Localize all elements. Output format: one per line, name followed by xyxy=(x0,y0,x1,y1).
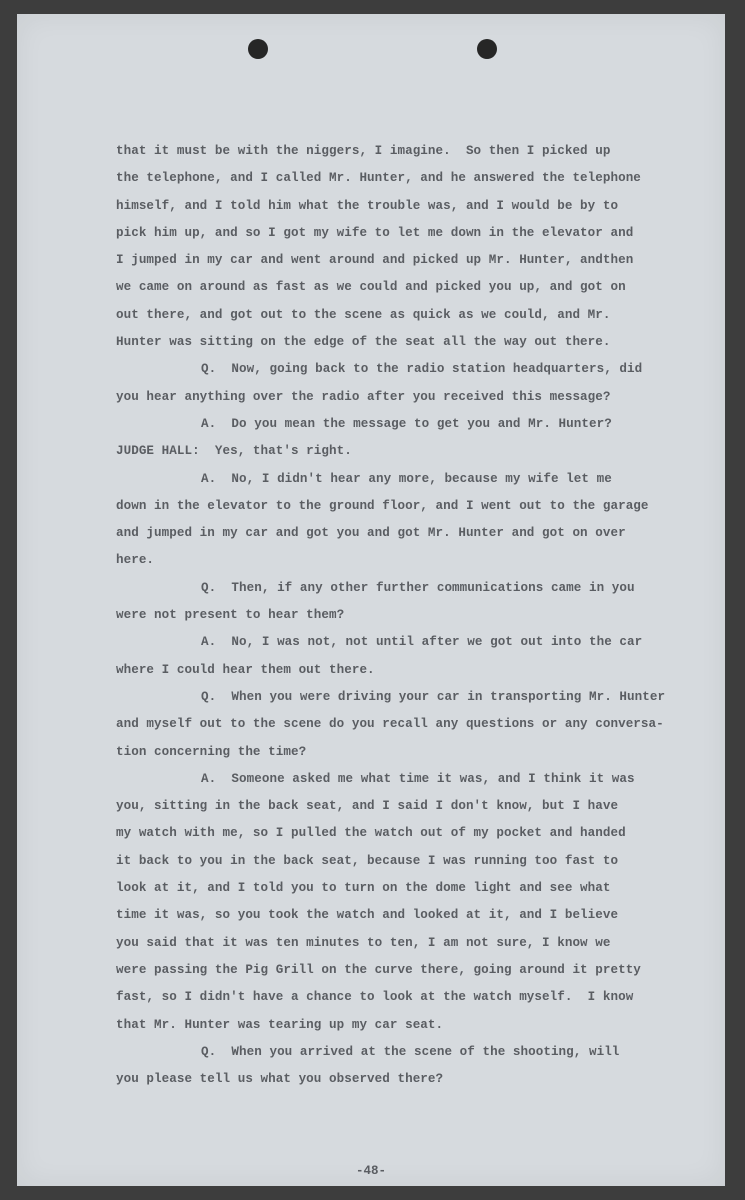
transcript-line: tion concerning the time? xyxy=(116,744,307,759)
transcript-line: the telephone, and I called Mr. Hunter, and he answered the telephone xyxy=(116,171,641,186)
transcript-line: Q. Then, if any other further communications came in you xyxy=(201,580,635,595)
transcript-line: himself, and I told him what the trouble was, and I would be by to xyxy=(116,198,619,213)
transcript-line: A. No, I was not, not until after we got out into the car xyxy=(201,635,643,650)
transcript-line: and myself out to the scene do you recall any questions or any conversa- xyxy=(116,717,664,732)
transcript-line: look at it, and I told you to turn on the dome light and see what xyxy=(116,881,611,896)
transcript-line: down in the elevator to the ground floor, and I went out to the garage xyxy=(116,498,649,513)
transcript-line: I jumped in my car and went around and picked up Mr. Hunter, andthen xyxy=(116,253,634,268)
transcript-line: JUDGE HALL: Yes, that's right. xyxy=(116,444,352,459)
transcript-line: that Mr. Hunter was tearing up my car seat. xyxy=(116,1017,444,1032)
transcript-line: were not present to hear them? xyxy=(116,608,345,623)
transcript-line: fast, so I didn't have a chance to look at the watch myself. I know xyxy=(116,990,634,1005)
transcript-line: out there, and got out to the scene as quick as we could, and Mr. xyxy=(116,307,611,322)
transcript-line: you said that it was ten minutes to ten, I am not sure, I know we xyxy=(116,935,611,950)
punch-hole-right xyxy=(477,39,497,59)
document-page xyxy=(17,14,725,1186)
transcript-body xyxy=(116,138,716,1093)
transcript-line: were passing the Pig Grill on the curve there, going around it pretty xyxy=(116,962,641,977)
transcript-line: it back to you in the back seat, because I was running too fast to xyxy=(116,853,619,868)
punch-hole-left xyxy=(248,39,268,59)
transcript-line: that it must be with the niggers, I imagine. So then I picked up xyxy=(116,144,611,158)
transcript-line: Q. When you arrived at the scene of the shooting, will xyxy=(201,1044,620,1059)
transcript-line: Q. Now, going back to the radio station headquarters, did xyxy=(201,362,643,377)
transcript-line: you, sitting in the back seat, and I said I don't know, but I have xyxy=(116,799,619,814)
transcript-line: here. xyxy=(116,553,155,568)
transcript-line: time it was, so you took the watch and looked at it, and I believe xyxy=(116,908,619,923)
transcript-line: pick him up, and so I got my wife to let me down in the elevator and xyxy=(116,225,634,240)
transcript-line: you hear anything over the radio after you received this message? xyxy=(116,389,611,404)
transcript-line: where I could hear them out there. xyxy=(116,662,375,677)
transcript-line: A. Do you mean the message to get you and Mr. Hunter? xyxy=(201,416,612,431)
transcript-line: my watch with me, so I pulled the watch out of my pocket and handed xyxy=(116,826,626,841)
transcript-line: and jumped in my car and got you and got Mr. Hunter and got on over xyxy=(116,526,626,541)
transcript-line: Hunter was sitting on the edge of the seat all the way out there. xyxy=(116,335,611,350)
transcript-line: A. No, I didn't hear any more, because my wife let me xyxy=(201,471,612,486)
transcript-line: A. Someone asked me what time it was, and I think it was xyxy=(201,771,635,786)
transcript-line: you please tell us what you observed there? xyxy=(116,1072,444,1087)
transcript-line: we came on around as fast as we could and picked you up, and got on xyxy=(116,280,626,295)
page-number: -48- xyxy=(355,1164,386,1178)
transcript-line: Q. When you were driving your car in transporting Mr. Hunter xyxy=(201,689,666,704)
